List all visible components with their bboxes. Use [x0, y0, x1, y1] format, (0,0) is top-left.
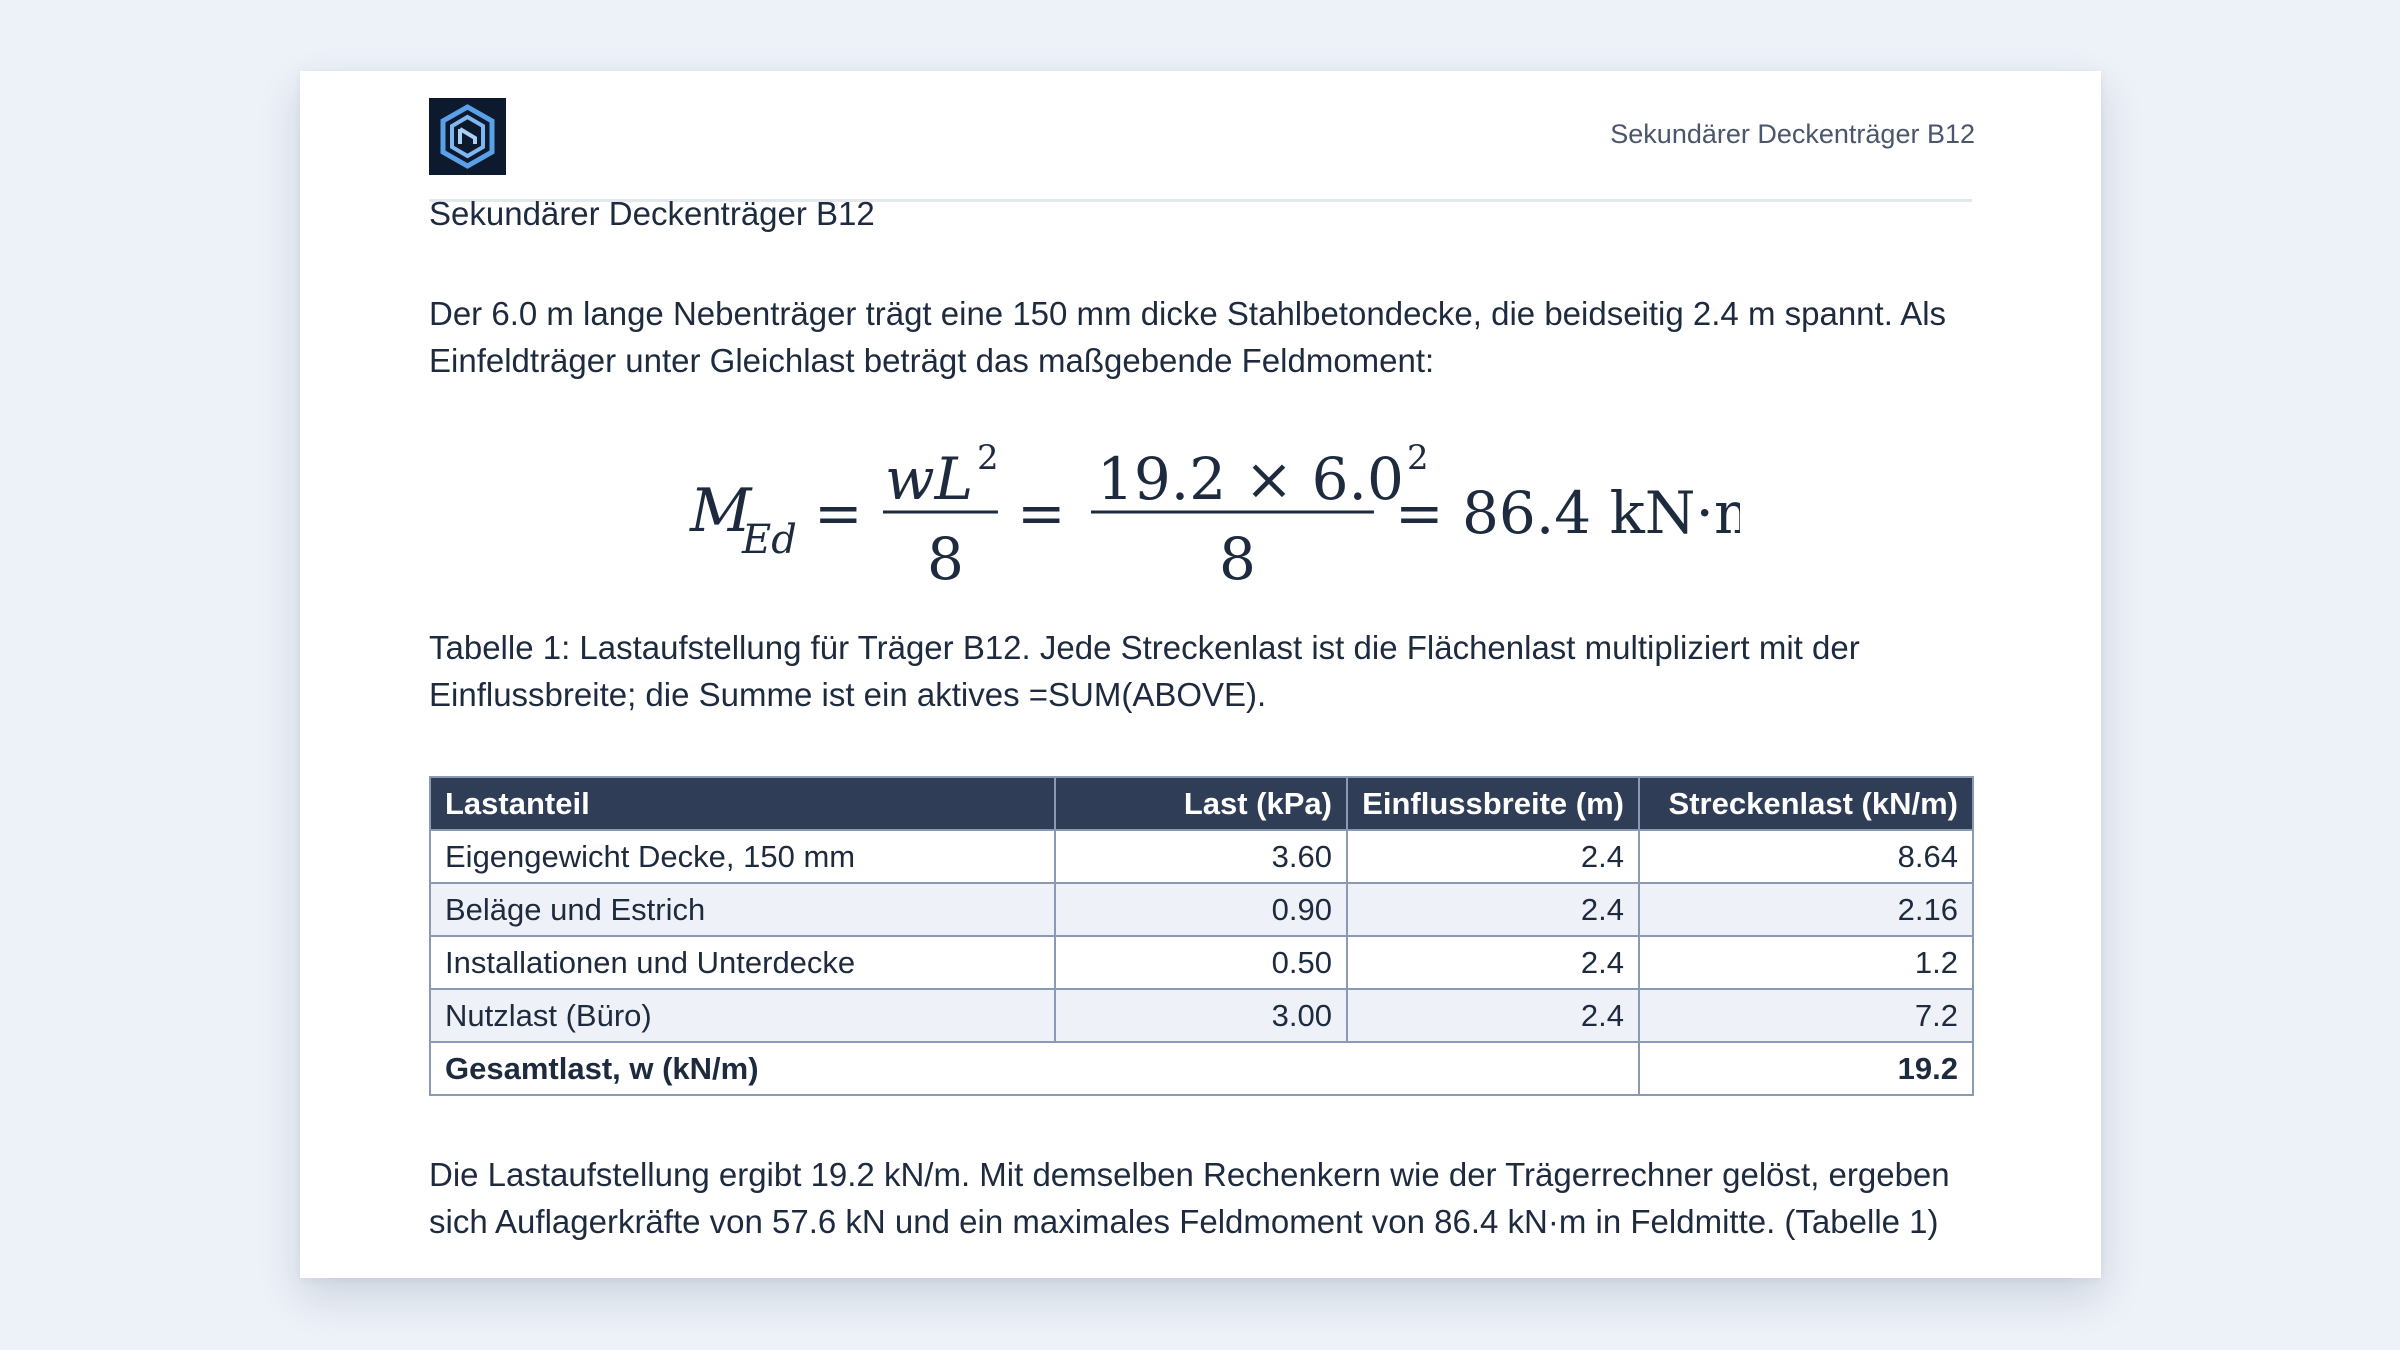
fraction2-numerator: 19.2 × 6.0: [1097, 445, 1404, 513]
intro-paragraph: Der 6.0 m lange Nebenträger trägt eine 150 mm dicke Stahlbetondecke, die beidseitig 2.4 m spannt. Als Einfeldträger unter Gleichlast beträgt das maßgebende Feldmoment:: [429, 295, 1947, 379]
fraction1-exponent: 2: [977, 438, 999, 478]
table-cell: Beläge und Estrich: [430, 883, 1055, 936]
table-row: [430, 830, 1973, 883]
column-header: Lastanteil: [430, 777, 1055, 830]
table-row: [430, 883, 1973, 936]
fraction2-exponent: 2: [1407, 438, 1429, 478]
column-header: Streckenlast (kN/m): [1639, 777, 1973, 830]
table-total-row: [430, 1042, 1973, 1095]
table-cell: Nutzlast (Büro): [430, 989, 1055, 1042]
table-cell: 2.16: [1639, 883, 1973, 936]
document-page: [300, 71, 2101, 1278]
table-caption: Tabelle 1: Lastaufstellung für Träger B12. Jede Streckenlast ist die Flächenlast multipliziert mit der Einflussbreite; die Summe ist ein aktives =SUM(ABOVE).: [429, 629, 1860, 713]
table-cell: 2.4: [1347, 883, 1639, 936]
document-title: Sekundärer Deckenträger B12: [429, 195, 875, 232]
total-label: Gesamtlast, w (kN/m): [430, 1042, 1639, 1095]
equals-sign: =: [1017, 479, 1066, 547]
fraction1-numerator: wL: [885, 445, 974, 513]
table-cell: 1.2: [1639, 936, 1973, 989]
fraction2-denominator: 8: [1219, 525, 1256, 593]
table-cell: 2.4: [1347, 830, 1639, 883]
table-cell: 2.4: [1347, 989, 1639, 1042]
column-header: Einflussbreite (m): [1347, 777, 1639, 830]
table-cell: 2.4: [1347, 936, 1639, 989]
table-header-row: [430, 777, 1973, 830]
conclusion-paragraph: Die Lastaufstellung ergibt 19.2 kN/m. Mit demselben Rechenkern wie der Trägerrechner gelöst, ergeben sich Auflagerkräfte von 57.6 kN und ein maximales Feldmoment von 86.4 kN·m in Feldmitte. (Tabelle 1): [429, 1156, 1950, 1240]
table-cell: 0.50: [1055, 936, 1347, 989]
table-cell: 8.64: [1639, 830, 1973, 883]
table-cell: Installationen und Unterdecke: [430, 936, 1055, 989]
table-cell: Eigengewicht Decke, 150 mm: [430, 830, 1055, 883]
total-value: 19.2: [1639, 1042, 1973, 1095]
moment-formula: [680, 429, 1740, 599]
hexagon-logo-icon: [429, 98, 506, 175]
table-row: [430, 936, 1973, 989]
table-cell: 3.60: [1055, 830, 1347, 883]
table-cell: 0.90: [1055, 883, 1347, 936]
formula-lhs-subscript: Ed: [742, 517, 797, 563]
table-cell: 7.2: [1639, 989, 1973, 1042]
equals-sign: =: [814, 479, 863, 547]
formula-result: = 86.4 kN·m: [1395, 479, 1740, 547]
running-header-title: Sekundärer Deckenträger B12: [1610, 119, 1975, 149]
table-row: [430, 989, 1973, 1042]
formula-lhs: M: [690, 476, 752, 546]
load-table: [429, 776, 1974, 1096]
fraction1-denominator: 8: [927, 525, 964, 593]
table-cell: 3.00: [1055, 989, 1347, 1042]
column-header: Last (kPa): [1055, 777, 1347, 830]
